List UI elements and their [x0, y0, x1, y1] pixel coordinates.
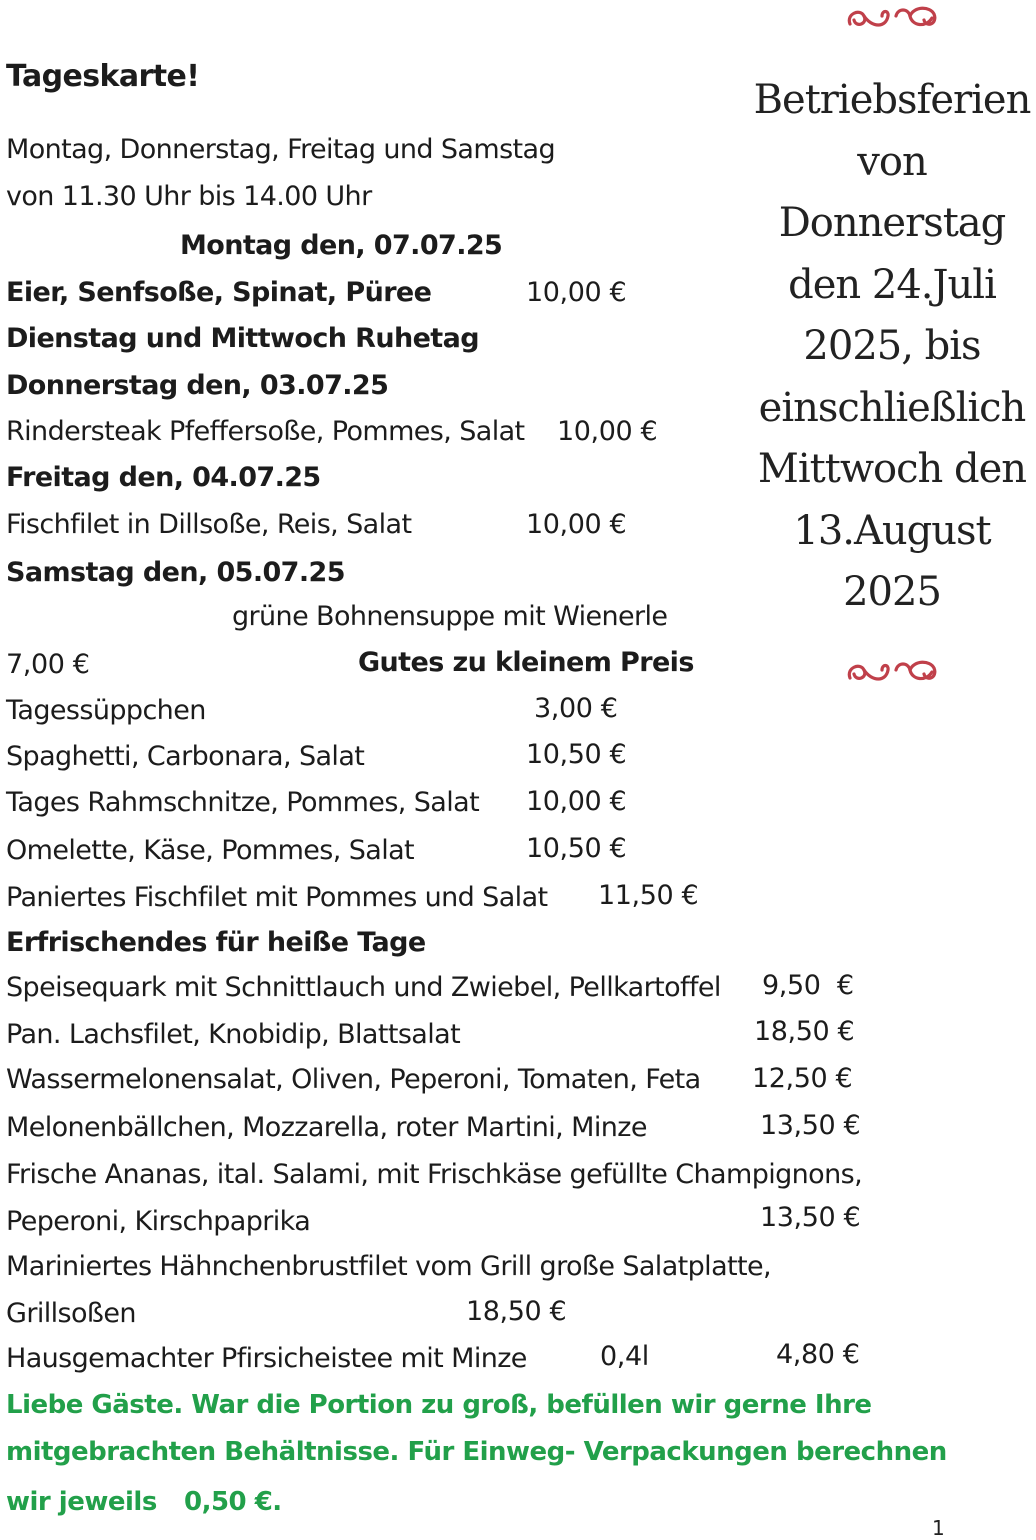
notice-line-4: 2025, bis — [803, 323, 981, 369]
summer-price-6: 4,80 € — [776, 1339, 860, 1370]
summer-item-5-line2: Grillsoßen — [6, 1298, 136, 1329]
price-friday: 10,00 € — [526, 509, 627, 540]
day-heading-monday: Montag den, 07.07.25 — [180, 230, 503, 261]
dish-saturday: grüne Bohnensuppe mit Wienerle — [232, 601, 668, 632]
day-heading-saturday: Samstag den, 05.07.25 — [6, 557, 345, 588]
budget-item-4: Paniertes Fischfilet mit Pommes und Salat — [6, 882, 548, 913]
notice-line-0: Betriebsferien — [753, 77, 1031, 123]
dish-friday: Fischfilet in Dillsoße, Reis, Salat — [6, 509, 412, 540]
summer-item-5: Mariniertes Hähnchenbrustfilet vom Grill große Salatplatte, — [6, 1251, 771, 1282]
budget-item-0: Tagessüppchen — [6, 695, 206, 726]
notice-line-5: einschließlich — [758, 384, 1026, 431]
notice-line-8: 2025 — [843, 569, 941, 615]
summer-item-6: Hausgemachter Pfirsicheistee mit Minze — [6, 1343, 527, 1374]
summer-item-1: Pan. Lachsfilet, Knobidip, Blattsalat — [6, 1019, 461, 1050]
page-number: 1 — [932, 1516, 945, 1540]
summer-item-4-line2: Peperoni, Kirschpaprika — [6, 1206, 311, 1237]
budget-price-0: 3,00 € — [534, 693, 618, 724]
notice-line-6: Mittwoch den — [757, 446, 1027, 492]
budget-item-2: Tages Rahmschnitze, Pommes, Salat — [6, 787, 480, 818]
decorative-scroll-icon — [842, 656, 942, 690]
budget-price-1: 10,50 € — [526, 739, 627, 770]
budget-heading: Gutes zu kleinem Preis — [358, 647, 694, 678]
day-heading-thursday: Donnerstag den, 03.07.25 — [6, 370, 389, 401]
budget-price-2: 10,00 € — [526, 786, 627, 817]
summer-item-0: Speisequark mit Schnittlauch und Zwiebel, Pellkartoffel — [6, 972, 721, 1003]
guest-note-line2: mitgebrachten Behältnisse. Für Einweg- Verpackungen berechnen — [6, 1437, 947, 1467]
holiday-notice — [752, 70, 1032, 624]
hours-time: von 11.30 Uhr bis 14.00 Uhr — [6, 181, 372, 212]
summer-price-3: 13,50 € — [760, 1110, 861, 1141]
day-heading-rest: Dienstag und Mittwoch Ruhetag — [6, 323, 479, 354]
hours-days: Montag, Donnerstag, Freitag und Samstag — [6, 134, 556, 165]
notice-line-1: von — [857, 138, 927, 185]
day-heading-friday: Freitag den, 04.07.25 — [6, 462, 321, 493]
summer-item-3: Melonenbällchen, Mozzarella, roter Martini, Minze — [6, 1112, 647, 1143]
summer-price-4: 13,50 € — [760, 1202, 861, 1233]
dish-thursday: Rindersteak Pfeffersoße, Pommes, Salat — [6, 416, 525, 447]
price-saturday: 7,00 € — [6, 649, 90, 680]
budget-item-3: Omelette, Käse, Pommes, Salat — [6, 835, 415, 866]
decorative-scroll-icon — [842, 2, 942, 36]
guest-note-line3: wir jeweils — [6, 1487, 157, 1517]
guest-note-line1: Liebe Gäste. War die Portion zu groß, befüllen wir gerne Ihre — [6, 1390, 872, 1420]
notice-line-3: den 24.Juli — [788, 261, 996, 308]
price-monday: 10,00 € — [526, 277, 627, 308]
page-title: Tageskarte! — [6, 59, 200, 94]
budget-price-3: 10,50 € — [526, 833, 627, 864]
summer-price-5: 18,50 € — [466, 1296, 567, 1327]
budget-price-4: 11,50 € — [598, 880, 699, 911]
summer-price-1: 18,50 € — [754, 1016, 855, 1047]
summer-heading: Erfrischendes für heiße Tage — [6, 927, 426, 958]
notice-line-2: Donnerstag — [778, 200, 1006, 246]
dish-monday: Eier, Senfsoße, Spinat, Püree — [6, 277, 432, 308]
notice-line-7: 13.August — [793, 507, 991, 554]
guest-note-amount: 0,50 €. — [184, 1487, 282, 1517]
budget-item-1: Spaghetti, Carbonara, Salat — [6, 741, 365, 772]
summer-item-2: Wassermelonensalat, Oliven, Peperoni, Tomaten, Feta — [6, 1064, 701, 1095]
summer-item-4: Frische Ananas, ital. Salami, mit Frischkäse gefüllte Champignons, — [6, 1159, 863, 1190]
summer-size-6: 0,4l — [600, 1341, 649, 1372]
summer-price-2: 12,50 € — [752, 1063, 853, 1094]
price-thursday: 10,00 € — [557, 416, 658, 447]
summer-price-0: 9,50 € — [762, 970, 854, 1001]
